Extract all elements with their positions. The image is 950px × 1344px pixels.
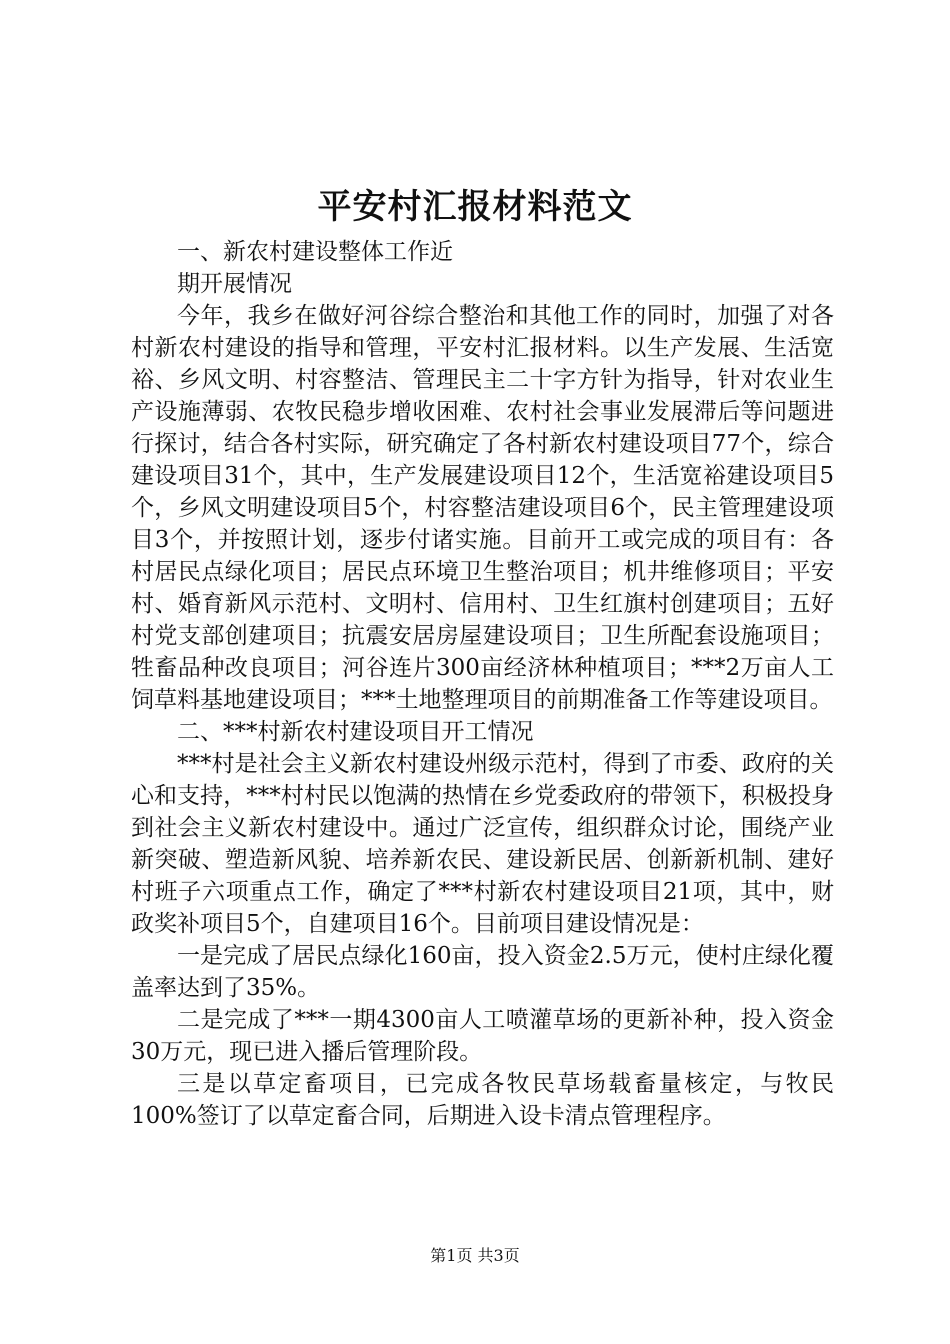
- page-footer: 第1页 共3页: [430, 1246, 520, 1265]
- section-heading-1-line-1: 一、新农村建设整体工作近: [177, 239, 453, 265]
- list-item-3: 三是以草定畜项目，已完成各牧民草场载畜量核定，与牧民100%签订了以草定畜合同，后期进入设卡清点管理程序。: [131, 1071, 834, 1129]
- list-item-2: 二是完成了***一期4300亩人工喷灌草场的更新补种，投入资金30万元，现已进入播后管理阶段。: [131, 1007, 834, 1065]
- document-title: 平安村汇报材料范文: [317, 187, 633, 227]
- section-heading-2: 二、***村新农村建设项目开工情况: [177, 719, 534, 745]
- section-heading-1-line-2: 期开展情况: [177, 271, 292, 297]
- document-body: [131, 236, 834, 1132]
- paragraph-1: 今年，我乡在做好河谷综合整治和其他工作的同时，加强了对各村新农村建设的指导和管理，平安村汇报材料。以生产发展、生活宽裕、乡风文明、村容整洁、管理民主二十字方针为指导，针对农业生产设施薄弱、农牧民稳步增收困难、农村社会事业发展滞后等问题进行探讨，结合各村实际，研究确定了各村新农村建设项目77个，综合建设项目31个，其中，生产发展建设项目12个，生活宽裕建设项目5个，乡风文明建设项目5个，村容整洁建设项目6个，民主管理建设项目3个，并按照计划，逐步付诸实施。目前开工或完成的项目有：各村居民点绿化项目；居民点环境卫生整治项目；机井维修项目；平安村、婚育新风示范村、文明村、信用村、卫生红旗村创建项目；五好村党支部创建项目；抗震安居房屋建设项目；卫生所配套设施项目；牲畜品种改良项目；河谷连片300亩经济林种植项目；***2万亩人工饲草料基地建设项目；***土地整理项目的前期准备工作等建设项目。: [131, 303, 834, 713]
- list-item-1: 一是完成了居民点绿化160亩，投入资金2.5万元，使村庄绿化覆盖率达到了35%。: [131, 943, 834, 1001]
- paragraph-2: ***村是社会主义新农村建设州级示范村，得到了市委、政府的关心和支持，***村村民以饱满的热情在乡党委政府的带领下，积极投身到社会主义新农村建设中。通过广泛宣传，组织群众讨论，围绕产业新突破、塑造新风貌、培养新农民、建设新民居、创新新机制、建好村班子六项重点工作，确定了***村新农村建设项目21项，其中，财政奖补项目5个，自建项目16个。目前项目建设情况是：: [131, 751, 834, 937]
